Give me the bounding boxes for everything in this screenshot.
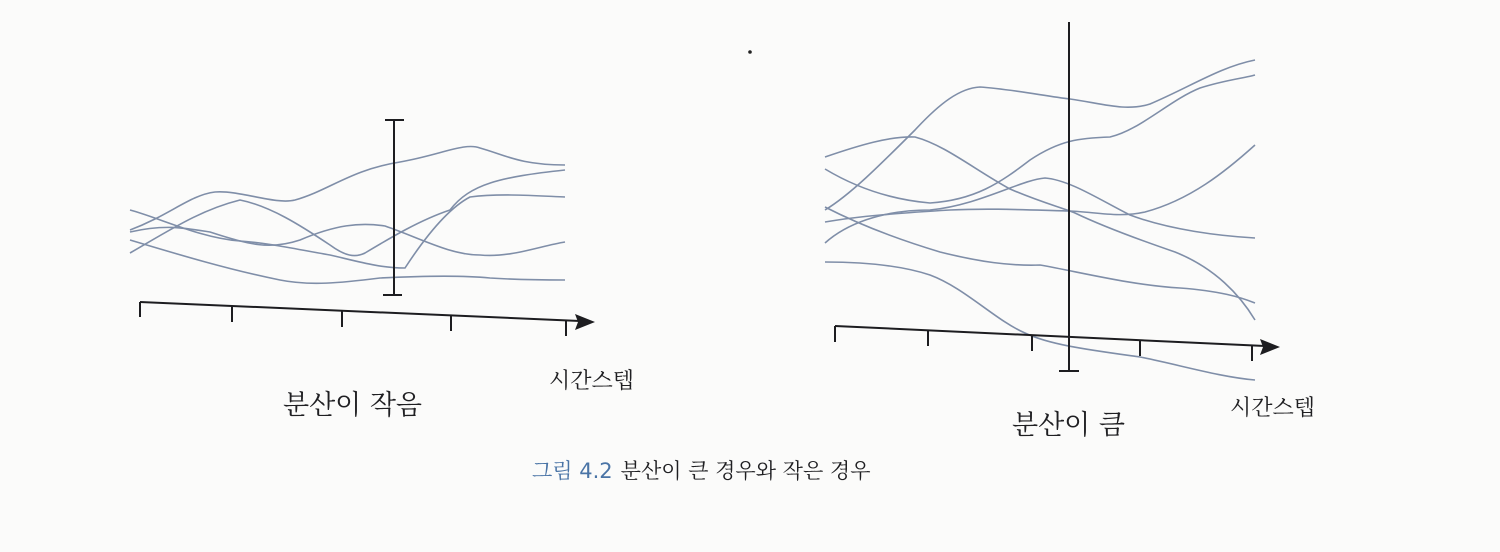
trajectory-line [825,207,1255,303]
figure-caption-text: 분산이 큰 경우와 작은 경우 [620,459,871,483]
axis-arrowhead [575,314,595,330]
panel-title-high-variance: 분산이 큼 [1012,410,1125,441]
trajectory-line [825,145,1255,222]
trajectory-line [130,195,565,268]
panel-title-low-variance: 분산이 작음 [283,390,422,421]
trajectory-line [130,224,565,255]
axis-label-time-step: 시간스텝 [549,369,635,394]
variance-bar-narrow [383,120,404,295]
trajectory-line [825,262,1255,380]
time-axis-high [835,326,1265,361]
trajectory-lines-high [825,60,1255,380]
stray-dot [748,50,752,54]
variance-bar-wide [1059,22,1079,371]
axis-label-time-step: 시간스텝 [1230,396,1316,421]
time-axis-low [140,302,580,336]
figure-caption [532,459,871,483]
trajectory-line [130,146,565,230]
panel-low-variance [130,120,634,421]
axis-arrowhead [1260,339,1280,355]
trajectory-lines-low [130,146,565,283]
trajectory-line [825,137,1255,320]
trajectory-line [130,170,565,256]
trajectory-line [130,240,565,283]
panel-high-variance [825,22,1315,441]
trajectory-line [825,60,1255,210]
figure-caption-number: 그림 4.2 [532,459,613,483]
